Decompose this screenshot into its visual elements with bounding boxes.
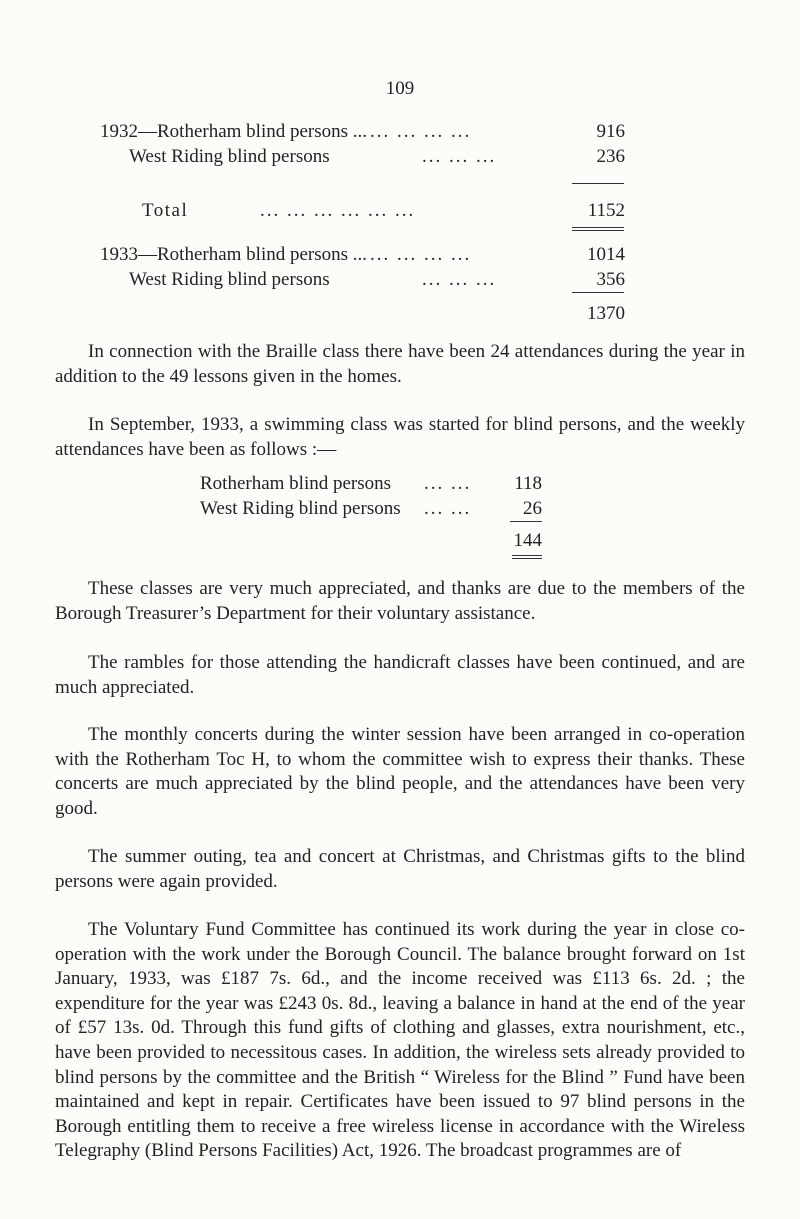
stats-row [0, 243, 800, 267]
stats-row [0, 268, 800, 292]
stats-total-row [0, 302, 800, 326]
total-value: 1152 [587, 200, 625, 221]
sum-rule [572, 183, 624, 184]
stats-row [0, 120, 800, 144]
row-value: 118 [514, 473, 542, 494]
row-label: 1932—Rotherham blind persons ... [100, 121, 368, 142]
stats-total-row [0, 529, 800, 553]
stats-total-row [0, 199, 800, 223]
double-rule [512, 555, 542, 556]
page-number: 109 [385, 78, 415, 99]
leader-dots: ... ... [424, 498, 472, 519]
total-value: 1370 [587, 303, 625, 324]
row-value: 916 [596, 121, 625, 142]
paragraph-text: The monthly concerts during the winter session have been arranged in co-operation with the Rotherham Toc H, to whom the committee wish to express their thanks. These concerts are much appreciated by the blind people, and the attendances have been very good. [55, 724, 745, 819]
double-rule [572, 227, 624, 228]
paragraph-summer-outing [55, 845, 745, 894]
row-value: 26 [523, 498, 542, 519]
row-label: West Riding blind persons [200, 498, 401, 519]
paragraph-text: The rambles for those attending the handicraft classes have been continued, and are much appreciated. [55, 652, 745, 698]
paragraph-rambles [55, 651, 745, 700]
paragraph-text: These classes are very much appreciated, and thanks are due to the members of the Borough Treasurer’s Department for their voluntary assistance. [55, 578, 745, 624]
leader-dots: ... ... ... [422, 146, 497, 167]
stats-row [0, 497, 800, 521]
paragraph-braille [55, 340, 745, 389]
row-value: 236 [596, 146, 625, 167]
paragraph-text: The summer outing, tea and concert at Christmas, and Christmas gifts to the blind persons were again provided. [55, 846, 745, 892]
total-value: 144 [513, 530, 542, 551]
paragraph-text: The Voluntary Fund Committee has continued its work during the year in close co-operation with the work under the Borough Council. The balance brought forward on 1st January, 1933, was £187 7s. 6d., and the income received was £113 6s. 2d. ; the expenditure for the year was £243 0s. 8d., leaving a balance in hand at the end of the year of £57 13s. 0d. Through this fund gifts of clothing and glasses, extra nourishment, etc., have been provided to necessitous cases. In addition, the wireless sets already provided to blind persons by the committee and the British “ Wireless for the Blind ” Fund have been maintained and kept in repair. Certificates have been issued to 97 blind persons in the Borough entitling them to receive a free wireless license in accordance with the Wireless Telegraphy (Blind Persons Facilities) Act, 1926. The broadcast programmes are of [55, 919, 745, 1162]
leader-dots: ... ... ... [422, 269, 497, 290]
double-rule [572, 230, 624, 231]
total-label: Total [142, 200, 189, 221]
leader-dots: ... ... [424, 473, 472, 494]
paragraph-classes [55, 577, 745, 626]
row-label: Rotherham blind persons [200, 473, 392, 494]
row-value: 356 [596, 269, 625, 290]
paragraph-swimming [55, 413, 745, 462]
row-value: 1014 [587, 244, 625, 265]
paragraph-concerts [55, 723, 745, 821]
leader-dots: ... ... ... ... [370, 244, 472, 265]
stats-row [0, 145, 800, 169]
sum-rule [510, 521, 542, 522]
paragraph-text: In connection with the Braille class there have been 24 attendances during the year in addition to the 49 lessons given in the homes. [55, 341, 745, 387]
stats-row [0, 472, 800, 496]
sum-rule [572, 292, 624, 293]
double-rule [512, 558, 542, 559]
row-label: 1933—Rotherham blind persons ... [100, 244, 368, 265]
row-label: West Riding blind persons [129, 146, 330, 167]
paragraph-voluntary-fund [55, 918, 745, 1164]
leader-dots: ... ... ... ... [370, 121, 472, 142]
paragraph-text: In September, 1933, a swimming class was started for blind persons, and the weekly attendances have been as follows :— [55, 414, 745, 460]
leader-dots: ... ... ... ... ... ... [260, 200, 416, 221]
row-label: West Riding blind persons [129, 269, 330, 290]
